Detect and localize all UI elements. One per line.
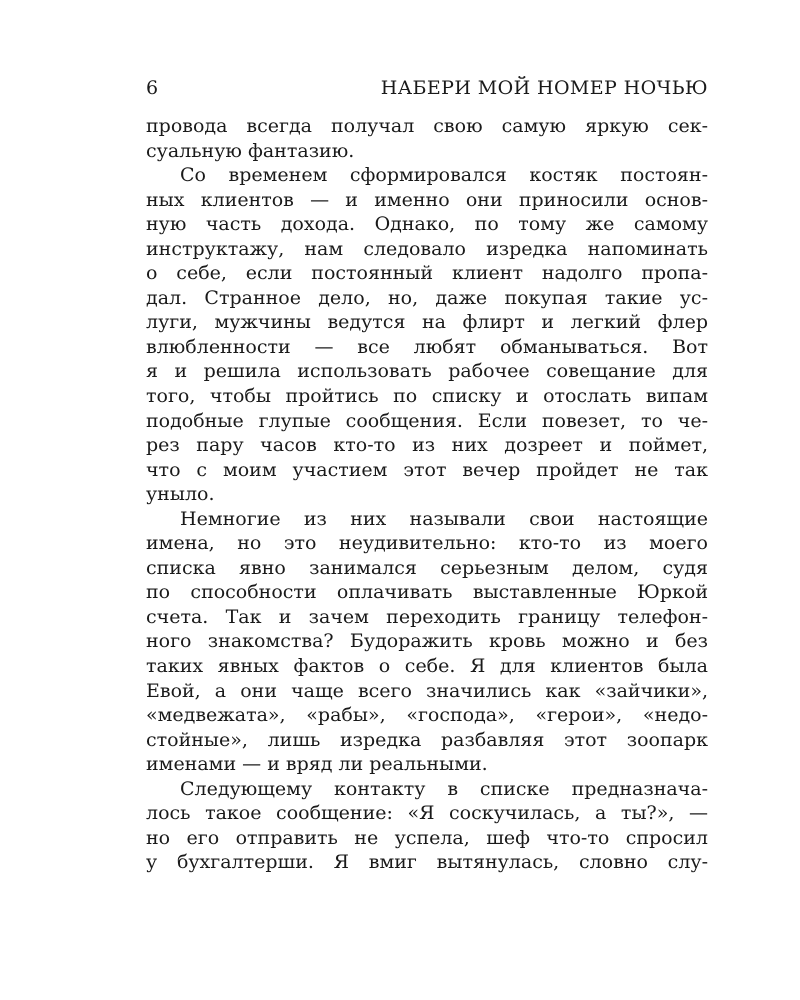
- text-line: инструктажу, нам следовало изредка напоминать: [146, 237, 708, 260]
- text-line: того, чтобы пройтись по списку и отослать випам: [146, 385, 708, 408]
- text-line: суальную фантазию.: [146, 139, 355, 162]
- text-line: ных клиентов — и именно они приносили основ-: [146, 188, 708, 211]
- text-line: дал. Странное дело, но, даже покупая такие ус-: [146, 286, 708, 309]
- text-line: счета. Так и зачем переходить границу телефон-: [146, 605, 708, 628]
- text-line: стойные», лишь изредка разбавляя этот зоопарк: [146, 728, 708, 751]
- text-line: провода всегда получал свою самую яркую сек-: [146, 115, 708, 137]
- page-number: 6: [146, 77, 159, 99]
- text-line: списка явно занимался серьезным делом, судя: [146, 556, 708, 579]
- text-line: Со временем сформировался костяк постоян-: [180, 164, 708, 187]
- text-line: Следующему контакту в списке предназнача-: [180, 777, 708, 800]
- paragraph: [146, 114, 708, 163]
- body-text: [146, 114, 708, 875]
- text-line: что с моим участием этот вечер пройдет не так: [146, 458, 708, 481]
- text-line: «медвежата», «рабы», «господа», «герои», «недо-: [146, 704, 708, 727]
- text-line: уныло.: [146, 483, 215, 506]
- text-line: ную часть дохода. Однако, по тому же самому: [146, 213, 708, 236]
- paragraph: [146, 507, 708, 777]
- book-title: НАБЕРИ МОЙ НОМЕР НОЧЬЮ: [380, 77, 708, 99]
- text-line: лось такое сообщение: «Я соскучилась, а ты?», —: [146, 802, 708, 825]
- text-line: ного знакомства? Будоражить кровь можно и без: [146, 630, 708, 653]
- text-line: по способности оплачивать выставленные Юркой: [146, 581, 708, 604]
- running-head: [146, 76, 708, 100]
- text-line: Евой, а они чаще всего значились как «зайчики»,: [146, 679, 708, 702]
- text-line: я и решила использовать рабочее совещание для: [146, 360, 708, 383]
- paragraph: [146, 777, 708, 875]
- text-line: влюбленности — все любят обманываться. Вот: [146, 335, 708, 358]
- text-line: именами — и вряд ли реальными.: [146, 753, 488, 776]
- text-line: луги, мужчины ведутся на флирт и легкий флер: [146, 311, 708, 334]
- paragraph: [146, 163, 708, 507]
- text-line: у бухгалтерши. Я вмиг вытянулась, словно слу-: [146, 851, 708, 874]
- text-line: но его отправить не успела, шеф что-то спросил: [146, 826, 708, 849]
- text-line: рез пару часов кто-то из них дозреет и поймет,: [146, 434, 708, 457]
- text-line: таких явных фактов о себе. Я для клиентов была: [146, 655, 708, 678]
- text-line: подобные глупые сообщения. Если повезет, то че-: [146, 409, 708, 432]
- text-line: о себе, если постоянный клиент надолго пропа-: [146, 262, 708, 285]
- text-line: имена, но это неудивительно: кто-то из моего: [146, 532, 708, 555]
- text-line: Немногие из них называли свои настоящие: [180, 507, 708, 530]
